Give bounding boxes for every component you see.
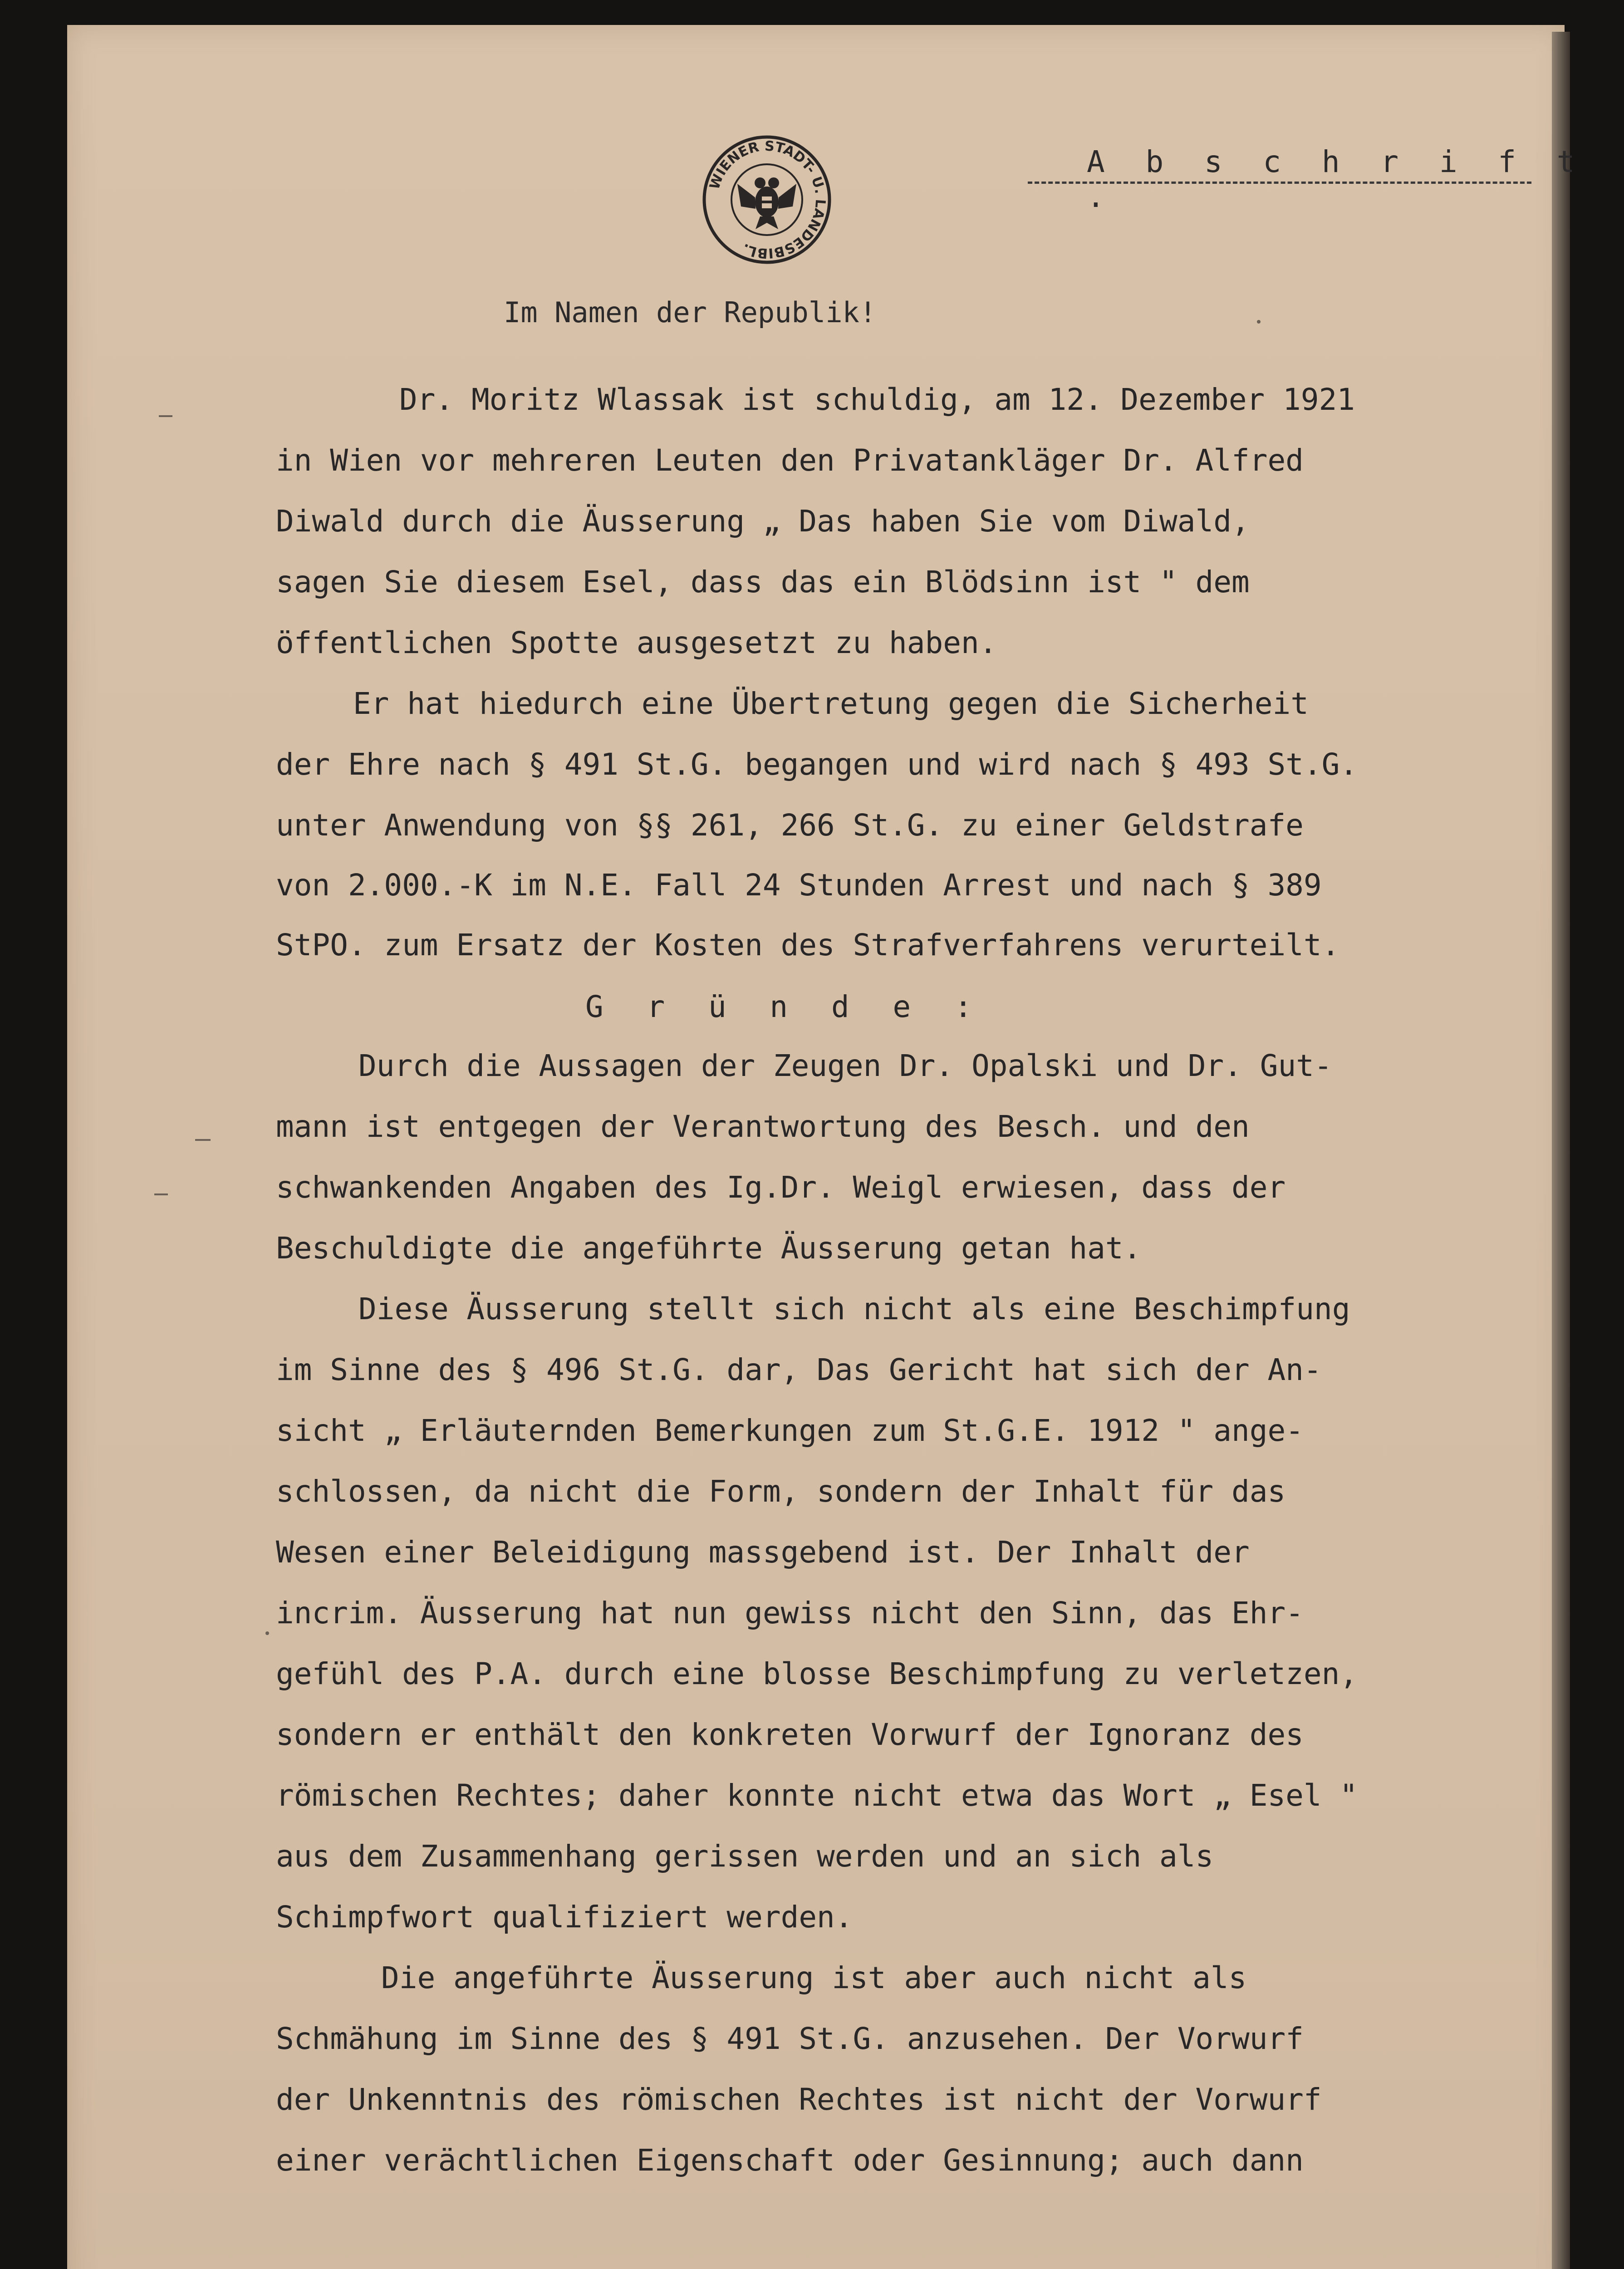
text-line: Durch die Aussagen der Zeugen Dr. Opalski und Dr. Gut-	[358, 1048, 1332, 1083]
verdict-heading: Im Namen der Republik!	[504, 296, 877, 329]
margin-mark	[159, 415, 172, 417]
margin-dot	[1257, 320, 1261, 324]
text-line: im Sinne des § 496 St.G. dar, Das Gericht hat sich der An-	[276, 1352, 1322, 1387]
margin-mark	[154, 1193, 168, 1195]
page-edge-shadow	[1552, 32, 1570, 2269]
text-line: öffentlichen Spotte ausgesetzt zu haben.	[276, 625, 997, 660]
text-line: mann ist entgegen der Verantwortung des Besch. und den	[276, 1109, 1250, 1144]
margin-dot	[265, 1631, 269, 1635]
copy-marker: A b s c h r i f t .	[1087, 144, 1586, 214]
text-line: von 2.000.-K im N.E. Fall 24 Stunden Arrest und nach § 389	[276, 868, 1322, 903]
text-line: Die angeführte Äusserung ist aber auch nicht als	[381, 1960, 1247, 1995]
text-line: Wesen einer Beleidigung massgebend ist. Der Inhalt der	[276, 1535, 1250, 1570]
text-line: in Wien vor mehreren Leuten den Privatankläger Dr. Alfred	[276, 443, 1304, 478]
text-line: gefühl des P.A. durch eine blosse Beschimpfung zu verletzen,	[276, 1656, 1358, 1691]
text-line: aus dem Zusammenhang gerissen werden und an sich als	[276, 1839, 1214, 1874]
copy-marker-underline	[1028, 182, 1531, 184]
text-line: schlossen, da nicht die Form, sondern der Inhalt für das	[276, 1474, 1286, 1509]
text-line: StPO. zum Ersatz der Kosten des Strafverfahrens verurteilt.	[276, 928, 1340, 963]
text-line: incrim. Äusserung hat nun gewiss nicht den Sinn, das Ehr-	[276, 1596, 1304, 1631]
text-line: der Unkenntnis des römischen Rechtes ist nicht der Vorwurf	[276, 2082, 1322, 2117]
text-line: Schmähung im Sinne des § 491 St.G. anzusehen. Der Vorwurf	[276, 2021, 1304, 2056]
margin-mark	[195, 1139, 211, 1141]
text-line: schwankenden Angaben des Ig.Dr. Weigl erwiesen, dass der	[276, 1170, 1286, 1205]
svg-text:WIENER STADT- U. LANDESBIBL.: WIENER STADT- U. LANDESBIBL.	[707, 138, 829, 261]
text-line: Diwald durch die Äusserung „ Das haben Sie vom Diwald,	[276, 504, 1250, 539]
text-line: Schimpfwort qualifiziert werden.	[276, 1900, 853, 1935]
text-line: Er hat hiedurch eine Übertretung gegen die Sicherheit	[353, 686, 1309, 721]
text-line: sagen Sie diesem Esel, dass das ein Blödsinn ist " dem	[276, 565, 1250, 599]
text-line: Dr. Moritz Wlassak ist schuldig, am 12. Dezember 1921	[399, 382, 1355, 417]
text-line: sicht „ Erläuternden Bemerkungen zum St.G.E. 1912 " ange-	[276, 1413, 1304, 1448]
section-heading-gruende: G r ü n d e :	[585, 989, 985, 1024]
text-line: sondern er enthält den konkreten Vorwurf der Ignoranz des	[276, 1717, 1304, 1752]
text-line: Diese Äusserung stellt sich nicht als eine Beschimpfung	[358, 1292, 1350, 1326]
text-line: einer verächtlichen Eigenschaft oder Gesinnung; auch dann	[276, 2143, 1304, 2178]
text-line: römischen Rechtes; daher konnte nicht etwa das Wort „ Esel "	[276, 1778, 1358, 1813]
text-line: der Ehre nach § 491 St.G. begangen und wird nach § 493 St.G.	[276, 747, 1358, 782]
text-line: unter Anwendung von §§ 261, 266 St.G. zu einer Geldstrafe	[276, 808, 1304, 843]
text-line: Beschuldigte die angeführte Äusserung getan hat.	[276, 1231, 1142, 1266]
library-stamp	[701, 134, 833, 265]
